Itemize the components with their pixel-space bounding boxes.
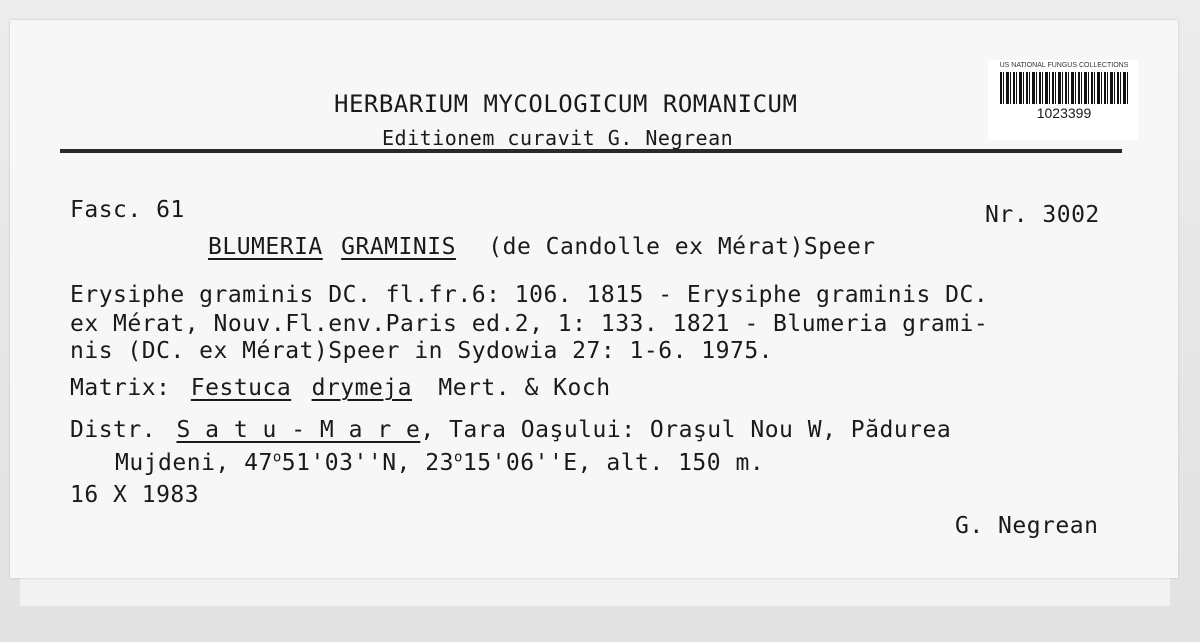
degree-mark-2: o [453, 449, 463, 466]
fascicle: Fasc. 61 [70, 197, 185, 223]
barcode-icon [1000, 72, 1128, 104]
matrix-line [70, 375, 611, 401]
distribution-line-1 [70, 417, 951, 443]
degree-mark-1: o [272, 449, 282, 466]
locality: , Tara Oaşului: Oraşul Nou W, Pădurea [420, 417, 952, 443]
host-genus: Festuca [190, 375, 292, 401]
coords-part-2: 51'03''N, 23 [281, 450, 454, 476]
editor-line: Editionem curavit G. Negrean [382, 126, 734, 150]
matrix-label: Matrix: [70, 375, 171, 401]
synonymy-line-2: ex Mérat, Nouv.Fl.env.Paris ed.2, 1: 133. 1821 - Blumeria grami- [70, 311, 989, 337]
taxon-name [208, 234, 876, 260]
distribution-line-2 [115, 450, 764, 476]
host-authority: Mert. & Koch [438, 375, 611, 401]
host-species: drymeja [311, 375, 413, 401]
barcode-number: 1023399 [1036, 105, 1092, 121]
taxon-genus: BLUMERIA [208, 234, 323, 260]
synonymy-line-3: nis (DC. ex Mérat)Speer in Sydowia 27: 1-6. 1975. [70, 338, 774, 364]
taxon-species: GRAMINIS [341, 234, 456, 260]
county: S a t u - M a r e [176, 417, 421, 443]
sheet-edge [20, 575, 1170, 606]
taxon-authority: (de Candolle ex Mérat)Speer [488, 234, 876, 260]
divider-rule [60, 149, 1122, 153]
coords-part-1: Mujdeni, 47 [115, 450, 273, 476]
collector: G. Negrean [955, 513, 1099, 539]
herbarium-title: HERBARIUM MYCOLOGICUM ROMANICUM [334, 90, 798, 118]
coords-part-3: 15'06''E, alt. 150 m. [462, 450, 765, 476]
synonymy-line-1: Erysiphe graminis DC. fl.fr.6: 106. 1815 - Erysiphe graminis DC. [70, 282, 989, 308]
barcode-label [988, 60, 1138, 140]
barcode-collection: US NATIONAL FUNGUS COLLECTIONS [999, 62, 1129, 69]
exsiccata-number: Nr. 3002 [985, 202, 1100, 228]
distribution-label: Distr. [70, 417, 157, 443]
collection-date: 16 X 1983 [70, 482, 200, 508]
